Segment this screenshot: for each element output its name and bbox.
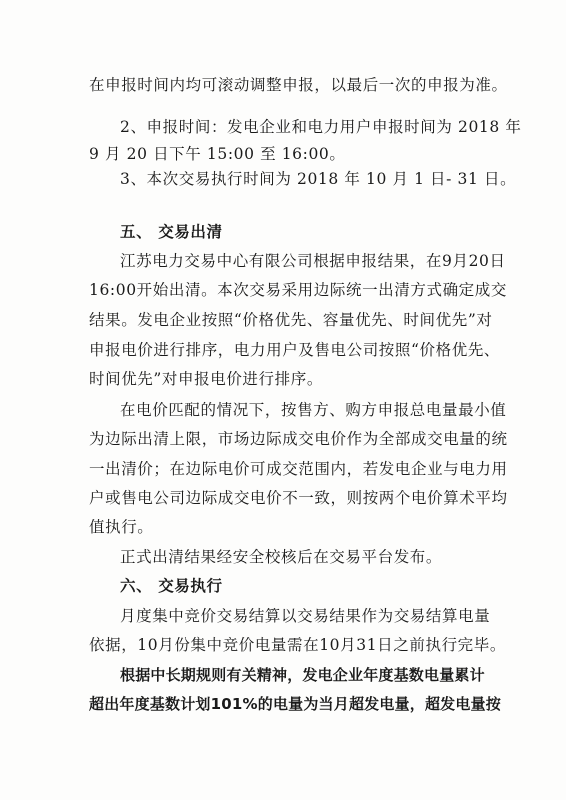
paragraph-line-bold: 超出年度基数计划101%的电量为当月超发电量，超发电量按: [89, 695, 501, 713]
paragraph-line: 正式出清结果经安全校核后在交易平台发布。: [120, 548, 443, 566]
paragraph-line: 依据，10月份集中竞价电量需在10月31日之前执行完毕。: [89, 636, 506, 654]
paragraph-line: 户或售电公司边际成交电价不一致，则按两个电价算术平均: [89, 489, 508, 507]
paragraph-line: 时间优先”对申报电价进行排序。: [89, 370, 323, 388]
paragraph-line: 在电价匹配的情况下，按售方、购方申报总电量最小值: [120, 401, 507, 419]
paragraph-line: 为边际出清上限，市场边际成交电价作为全部成交电量的统: [89, 430, 508, 448]
paragraph-line: 值执行。: [89, 518, 154, 536]
paragraph-line: 2、申报时间：发电企业和电力用户申报时间为 2018 年: [120, 118, 522, 136]
paragraph-line-bold: 根据中长期规则有关精神，发电企业年度基数电量累计: [120, 666, 485, 684]
section-heading: 五、 交易出清: [120, 223, 223, 241]
paragraph-line: 16:00开始出清。本次交易采用边际统一出清方式确定成交: [89, 281, 507, 299]
paragraph-line: 在申报时间内均可滚动调整申报，以最后一次的申报为准。: [89, 76, 508, 94]
section-heading: 六、 交易执行: [120, 577, 223, 595]
paragraph-line: 一出清价；在边际电价可成交范围内，若发电企业与电力用: [89, 460, 508, 478]
paragraph-line: 9 月 20 日下午 15:00 至 16:00。: [89, 145, 346, 163]
paragraph-line: 结果。发电企业按照“价格优先、容量优先、时间优先”对: [89, 311, 493, 329]
paragraph-line: 月度集中竞价交易结算以交易结果作为交易结算电量: [120, 607, 491, 625]
paragraph-line: 江苏电力交易中心有限公司根据申报结果，在9月20日: [120, 252, 506, 270]
paragraph-line: 申报电价进行排序，电力用户及售电公司按照“价格优先、: [89, 341, 501, 359]
paragraph-line: 3、本次交易执行时间为 2018 年 10 月 1 日- 31 日。: [120, 170, 517, 188]
